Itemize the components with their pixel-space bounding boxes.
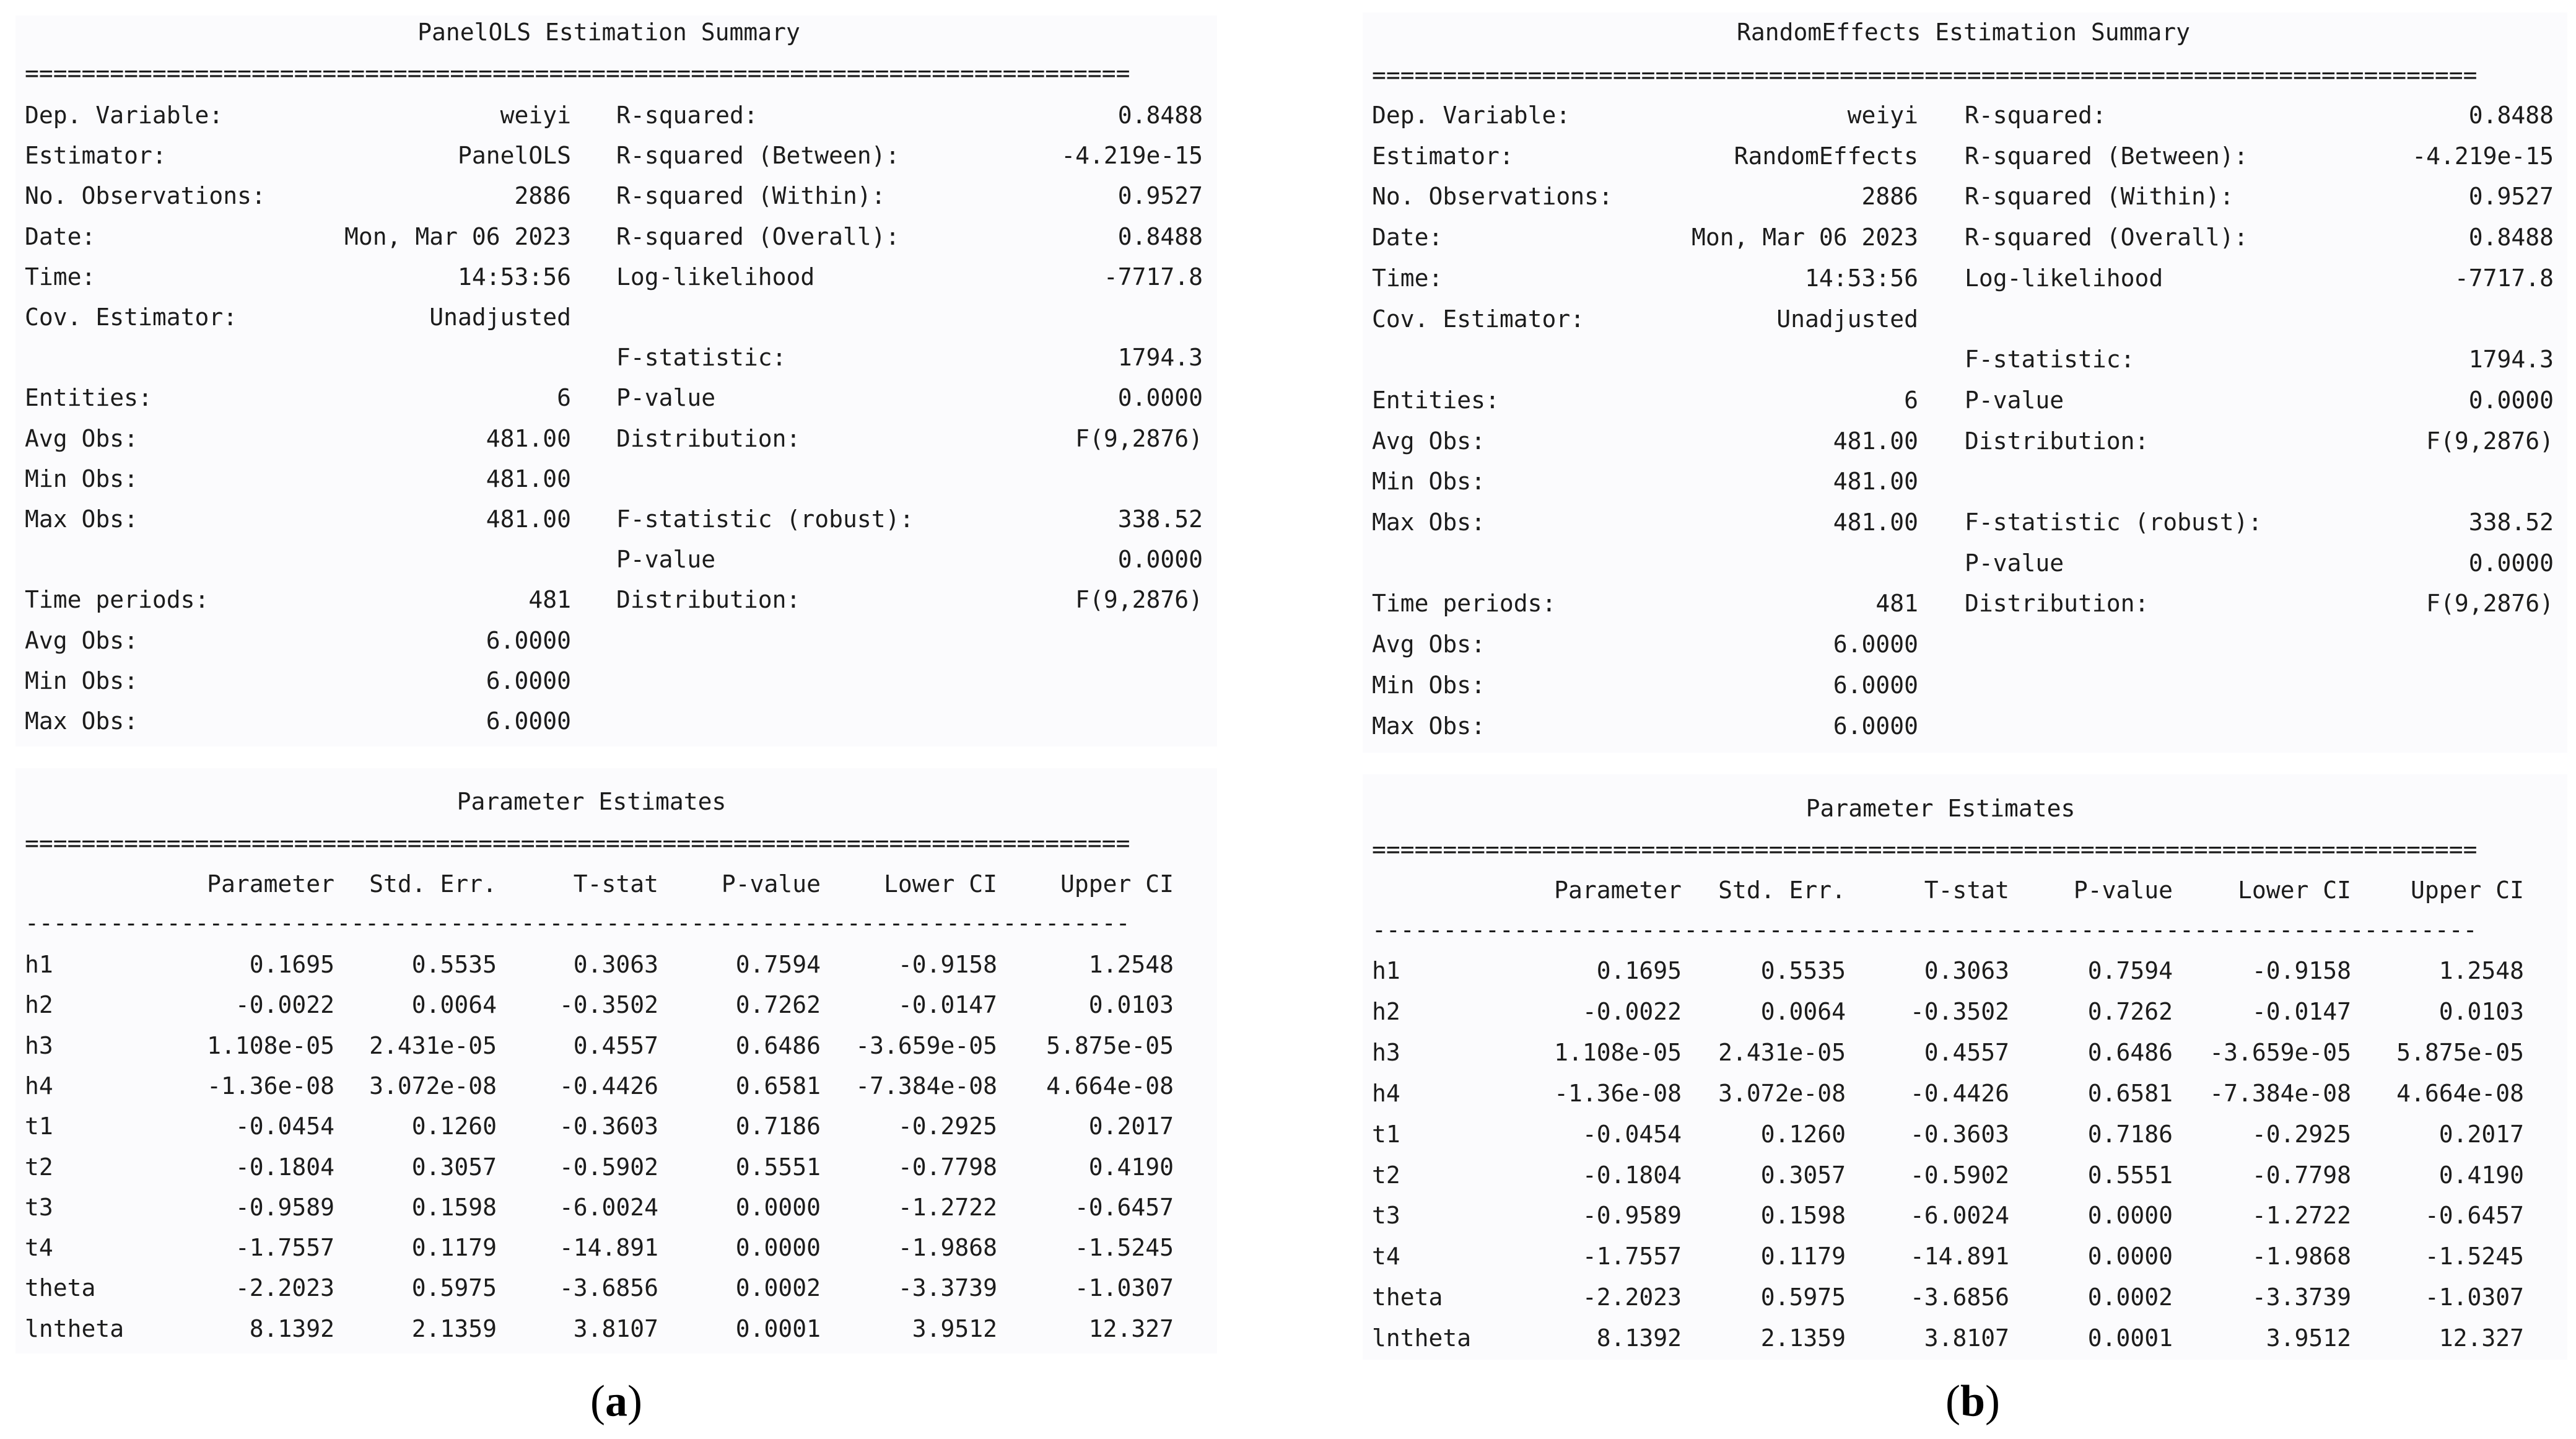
panel-b-params-background xyxy=(1363,774,2567,1360)
param-dash-rule: ------------------------------------------------------------------------------ xyxy=(1372,918,2478,942)
summary-value: 6 xyxy=(1904,386,1918,414)
summary-label: Avg Obs: xyxy=(25,424,139,452)
statistic-value: -4.219e-15 xyxy=(1061,142,1203,170)
summary-value: 6.0000 xyxy=(1833,671,1918,699)
table-cell: -0.9158 xyxy=(897,951,997,978)
table-cell: 0.0000 xyxy=(2087,1202,2173,1230)
parameter-name: t1 xyxy=(25,1113,53,1140)
equals-rule: ============================================================================== xyxy=(1372,63,2478,87)
parameter-name: t2 xyxy=(1372,1161,1400,1189)
statistic-label: F-statistic (robust): xyxy=(1965,509,2263,536)
summary-label: Min Obs: xyxy=(25,465,139,492)
statistic-label: R-squared: xyxy=(616,102,758,129)
summary-label: Avg Obs: xyxy=(1372,631,1486,658)
table-cell: 3.072e-08 xyxy=(369,1072,497,1100)
statistic-value: 338.52 xyxy=(2468,509,2554,536)
table-cell: 0.2017 xyxy=(1088,1113,1174,1140)
panel-a-params-background xyxy=(15,768,1217,1354)
summary-value: 6 xyxy=(557,384,571,412)
summary-value: RandomEffects xyxy=(1734,142,1918,170)
parameter-name: h1 xyxy=(25,951,53,978)
parameter-name: t3 xyxy=(25,1193,53,1221)
statistic-label: Distribution: xyxy=(616,424,801,452)
table-cell: -1.7557 xyxy=(1582,1243,1682,1271)
statistic-value: 0.9527 xyxy=(2468,183,2554,211)
statistic-value: 0.8488 xyxy=(1117,102,1203,129)
summary-label: Date: xyxy=(1372,224,1443,251)
table-cell: 0.7594 xyxy=(2087,957,2173,984)
statistic-value: 0.8488 xyxy=(2468,102,2554,129)
table-cell: -2.2023 xyxy=(1582,1284,1682,1311)
table-cell: 3.8107 xyxy=(573,1314,658,1342)
table-cell: -0.4426 xyxy=(559,1072,658,1100)
parameter-name: h4 xyxy=(25,1072,53,1100)
table-cell: -0.9589 xyxy=(235,1193,334,1221)
summary-title: RandomEffects Estimation Summary xyxy=(1736,19,2191,46)
table-cell: 0.7262 xyxy=(2087,997,2173,1025)
statistic-value: F(9,2876) xyxy=(1075,424,1203,452)
table-cell: -0.6457 xyxy=(1074,1193,1174,1221)
column-header: P-value xyxy=(721,870,821,898)
table-cell: -0.9158 xyxy=(2251,957,2351,984)
statistic-label: R-squared: xyxy=(1965,102,2107,129)
summary-value: 6.0000 xyxy=(1833,712,1918,740)
table-cell: 0.5551 xyxy=(735,1153,821,1181)
summary-label: Dep. Variable: xyxy=(1372,102,1571,129)
table-cell: -3.3739 xyxy=(2251,1284,2351,1311)
table-cell: 0.1260 xyxy=(411,1113,497,1140)
parameter-name: h4 xyxy=(1372,1079,1400,1107)
table-cell: -0.3603 xyxy=(1910,1120,2009,1148)
statistic-value: 0.8488 xyxy=(1117,222,1203,250)
table-cell: 0.5535 xyxy=(1760,957,1846,984)
table-cell: -3.659e-05 xyxy=(855,1031,997,1059)
table-cell: 3.9512 xyxy=(2266,1324,2351,1352)
summary-label: Min Obs: xyxy=(25,667,139,694)
table-cell: 0.4557 xyxy=(573,1031,658,1059)
parameter-estimates-title: Parameter Estimates xyxy=(456,788,727,815)
table-cell: -0.0454 xyxy=(235,1113,334,1140)
statistic-value: 0.0000 xyxy=(1117,546,1203,574)
caption-b: (b) xyxy=(1945,1376,2001,1426)
table-cell: -0.7798 xyxy=(897,1153,997,1181)
statistic-value: F(9,2876) xyxy=(2426,427,2554,455)
table-cell: -1.2722 xyxy=(2251,1202,2351,1230)
table-cell: 2.1359 xyxy=(1760,1324,1846,1352)
summary-label: Avg Obs: xyxy=(1372,427,1486,455)
table-cell: 0.6486 xyxy=(2087,1038,2173,1066)
table-cell: 0.4190 xyxy=(2438,1161,2524,1189)
table-cell: -14.891 xyxy=(559,1234,658,1262)
table-cell: -0.3502 xyxy=(559,991,658,1019)
table-cell: 0.0001 xyxy=(735,1314,821,1342)
table-cell: -0.0147 xyxy=(2251,997,2351,1025)
table-cell: -2.2023 xyxy=(235,1274,334,1302)
table-cell: 2.431e-05 xyxy=(369,1031,497,1059)
parameter-name: lntheta xyxy=(1372,1324,1472,1352)
summary-value: weiyi xyxy=(500,102,571,129)
table-cell: -1.9868 xyxy=(897,1234,997,1262)
statistic-value: 1794.3 xyxy=(2468,346,2554,374)
table-cell: -0.9589 xyxy=(1582,1202,1682,1230)
column-header: T-stat xyxy=(1924,877,2009,904)
table-cell: 0.3063 xyxy=(573,951,658,978)
statistic-label: R-squared (Between): xyxy=(1965,142,2248,170)
table-cell: -6.0024 xyxy=(559,1193,658,1221)
statistic-value: 0.0000 xyxy=(1117,384,1203,412)
statistic-label: F-statistic: xyxy=(616,344,787,372)
parameter-name: theta xyxy=(25,1274,96,1302)
summary-value: 6.0000 xyxy=(486,707,571,735)
summary-value: Mon, Mar 06 2023 xyxy=(1691,224,1918,251)
table-cell: -0.0022 xyxy=(1582,997,1682,1025)
statistic-value: 0.8488 xyxy=(2468,224,2554,251)
table-cell: -6.0024 xyxy=(1910,1202,2009,1230)
table-cell: 0.1695 xyxy=(1596,957,1682,984)
table-cell: -1.0307 xyxy=(2424,1284,2524,1311)
table-cell: 0.2017 xyxy=(2438,1120,2524,1148)
summary-label: No. Observations: xyxy=(25,182,266,210)
summary-label: Time periods: xyxy=(1372,590,1557,618)
table-cell: 0.0001 xyxy=(2087,1324,2173,1352)
table-cell: 0.5535 xyxy=(411,951,497,978)
statistic-label: R-squared (Overall): xyxy=(616,222,900,250)
summary-label: Min Obs: xyxy=(1372,468,1486,496)
table-cell: 0.5975 xyxy=(411,1274,497,1302)
summary-value: 14:53:56 xyxy=(457,263,571,291)
caption-a: (a) xyxy=(590,1376,642,1426)
summary-label: Max Obs: xyxy=(25,707,139,735)
summary-label: Entities: xyxy=(1372,386,1500,414)
parameter-name: h3 xyxy=(25,1031,53,1059)
table-cell: -0.4426 xyxy=(1910,1079,2009,1107)
table-cell: 0.1260 xyxy=(1760,1120,1846,1148)
table-cell: -0.6457 xyxy=(2424,1202,2524,1230)
column-header: Upper CI xyxy=(1060,870,1174,898)
table-cell: -14.891 xyxy=(1910,1243,2009,1271)
table-cell: 0.7186 xyxy=(2087,1120,2173,1148)
summary-label: Cov. Estimator: xyxy=(1372,305,1585,333)
summary-value: 481.00 xyxy=(1833,509,1918,536)
statistic-label: P-value xyxy=(616,546,716,574)
statistic-value: -4.219e-15 xyxy=(2412,142,2554,170)
table-cell: 4.664e-08 xyxy=(1046,1072,1174,1100)
table-cell: -0.7798 xyxy=(2251,1161,2351,1189)
summary-label: Dep. Variable: xyxy=(25,102,224,129)
column-header: Lower CI xyxy=(2237,877,2351,904)
parameter-name: h3 xyxy=(1372,1038,1400,1066)
table-cell: 0.1179 xyxy=(411,1234,497,1262)
statistic-value: F(9,2876) xyxy=(2426,590,2554,618)
statistic-label: R-squared (Within): xyxy=(1965,183,2234,211)
summary-value: 14:53:56 xyxy=(1804,264,1918,292)
table-cell: -1.36e-08 xyxy=(207,1072,334,1100)
column-header: Parameter xyxy=(207,870,334,898)
table-cell: 2.1359 xyxy=(411,1314,497,1342)
table-cell: -1.5245 xyxy=(2424,1243,2524,1271)
table-cell: 0.1695 xyxy=(249,951,334,978)
summary-value: weiyi xyxy=(1847,102,1918,129)
statistic-value: 0.0000 xyxy=(2468,549,2554,577)
summary-value: Unadjusted xyxy=(1776,305,1918,333)
statistic-value: 0.9527 xyxy=(1117,182,1203,210)
table-cell: 1.108e-05 xyxy=(1554,1038,1682,1066)
table-cell: 0.0103 xyxy=(1088,991,1174,1019)
table-cell: 0.1598 xyxy=(1760,1202,1846,1230)
parameter-name: h1 xyxy=(1372,957,1400,984)
table-cell: 3.9512 xyxy=(912,1314,997,1342)
table-cell: -0.0022 xyxy=(235,991,334,1019)
statistic-label: F-statistic: xyxy=(1965,346,2135,374)
table-cell: -0.3603 xyxy=(559,1113,658,1140)
statistic-label: P-value xyxy=(1965,386,2064,414)
column-header: Upper CI xyxy=(2410,877,2524,904)
table-cell: -3.6856 xyxy=(1910,1284,2009,1311)
table-cell: 0.1179 xyxy=(1760,1243,1846,1271)
table-cell: -3.3739 xyxy=(897,1274,997,1302)
table-cell: -0.5902 xyxy=(559,1153,658,1181)
table-cell: 1.2548 xyxy=(2438,957,2524,984)
table-cell: -0.0454 xyxy=(1582,1120,1682,1148)
table-cell: 0.0103 xyxy=(2438,997,2524,1025)
summary-value: Unadjusted xyxy=(429,304,571,331)
summary-value: 481.00 xyxy=(1833,468,1918,496)
parameter-name: t3 xyxy=(1372,1202,1400,1230)
statistic-value: -7717.8 xyxy=(2454,264,2554,292)
statistic-label: Distribution: xyxy=(1965,590,2149,618)
summary-label: No. Observations: xyxy=(1372,183,1613,211)
param-equals-rule: ============================================================================== xyxy=(25,831,1130,855)
table-cell: 1.2548 xyxy=(1088,951,1174,978)
summary-label: Estimator: xyxy=(1372,142,1514,170)
column-header: Std. Err. xyxy=(1718,877,1846,904)
table-cell: -0.2925 xyxy=(897,1113,997,1140)
parameter-name: h2 xyxy=(1372,997,1400,1025)
statistic-label: Distribution: xyxy=(616,586,801,614)
summary-value: 481 xyxy=(528,586,571,614)
table-cell: -0.5902 xyxy=(1910,1161,2009,1189)
summary-value: 481.00 xyxy=(1833,427,1918,455)
table-cell: 0.1598 xyxy=(411,1193,497,1221)
table-cell: -0.1804 xyxy=(235,1153,334,1181)
column-header: P-value xyxy=(2073,877,2173,904)
summary-value: 2886 xyxy=(1861,183,1918,211)
column-header: Std. Err. xyxy=(369,870,497,898)
table-cell: -1.9868 xyxy=(2251,1243,2351,1271)
param-equals-rule: ============================================================================== xyxy=(1372,838,2478,861)
statistic-label: R-squared (Within): xyxy=(616,182,886,210)
statistic-value: 1794.3 xyxy=(1117,344,1203,372)
table-cell: 8.1392 xyxy=(1596,1324,1682,1352)
summary-value: 6.0000 xyxy=(1833,631,1918,658)
summary-label: Avg Obs: xyxy=(25,626,139,654)
table-cell: -1.2722 xyxy=(897,1193,997,1221)
table-cell: 0.0002 xyxy=(2087,1284,2173,1311)
statistic-value: 338.52 xyxy=(1117,505,1203,533)
statistic-label: Log-likelihood xyxy=(616,263,815,291)
summary-value: 2886 xyxy=(514,182,571,210)
statistic-label: Distribution: xyxy=(1965,427,2149,455)
equals-rule: ============================================================================== xyxy=(25,61,1130,85)
column-header: Parameter xyxy=(1554,877,1682,904)
table-cell: 0.5975 xyxy=(1760,1284,1846,1311)
parameter-name: t4 xyxy=(25,1234,53,1262)
parameter-name: h2 xyxy=(25,991,53,1019)
statistic-label: F-statistic (robust): xyxy=(616,505,914,533)
summary-value: 481.00 xyxy=(486,424,571,452)
table-cell: 0.3057 xyxy=(411,1153,497,1181)
table-cell: 0.3057 xyxy=(1760,1161,1846,1189)
table-cell: 0.0064 xyxy=(1760,997,1846,1025)
statistic-value: 0.0000 xyxy=(2468,386,2554,414)
parameter-name: t4 xyxy=(1372,1243,1400,1271)
table-cell: 0.0002 xyxy=(735,1274,821,1302)
table-cell: 0.4557 xyxy=(1924,1038,2009,1066)
table-cell: 1.108e-05 xyxy=(207,1031,334,1059)
table-cell: 0.0000 xyxy=(735,1193,821,1221)
param-dash-rule: ------------------------------------------------------------------------------ xyxy=(25,911,1130,935)
table-cell: 0.7262 xyxy=(735,991,821,1019)
table-cell: 2.431e-05 xyxy=(1718,1038,1846,1066)
statistic-value: F(9,2876) xyxy=(1075,586,1203,614)
summary-label: Max Obs: xyxy=(1372,509,1486,536)
summary-label: Min Obs: xyxy=(1372,671,1486,699)
statistic-label: Log-likelihood xyxy=(1965,264,2163,292)
table-cell: -1.5245 xyxy=(1074,1234,1174,1262)
table-cell: -0.3502 xyxy=(1910,997,2009,1025)
table-cell: 0.0000 xyxy=(2087,1243,2173,1271)
table-cell: 4.664e-08 xyxy=(2396,1079,2524,1107)
column-header: Lower CI xyxy=(883,870,997,898)
table-cell: 0.3063 xyxy=(1924,957,2009,984)
summary-value: PanelOLS xyxy=(457,142,571,170)
table-cell: 0.5551 xyxy=(2087,1161,2173,1189)
table-cell: 0.7186 xyxy=(735,1113,821,1140)
summary-label: Max Obs: xyxy=(1372,712,1486,740)
table-cell: 0.6581 xyxy=(735,1072,821,1100)
table-cell: 5.875e-05 xyxy=(2396,1038,2524,1066)
parameter-name: lntheta xyxy=(25,1314,124,1342)
table-cell: 0.6581 xyxy=(2087,1079,2173,1107)
statistic-label: R-squared (Between): xyxy=(616,142,900,170)
table-cell: -1.36e-08 xyxy=(1554,1079,1682,1107)
table-cell: 0.0064 xyxy=(411,991,497,1019)
statistic-label: R-squared (Overall): xyxy=(1965,224,2248,251)
table-cell: -0.0147 xyxy=(897,991,997,1019)
table-cell: -0.1804 xyxy=(1582,1161,1682,1189)
table-cell: 12.327 xyxy=(1088,1314,1174,1342)
statistic-label: P-value xyxy=(616,384,716,412)
summary-value: 6.0000 xyxy=(486,667,571,694)
table-cell: -3.659e-05 xyxy=(2209,1038,2351,1066)
parameter-name: theta xyxy=(1372,1284,1443,1311)
summary-label: Cov. Estimator: xyxy=(25,304,238,331)
summary-value: 481 xyxy=(1875,590,1918,618)
summary-label: Date: xyxy=(25,222,96,250)
summary-label: Time: xyxy=(1372,264,1443,292)
summary-label: Max Obs: xyxy=(25,505,139,533)
table-cell: 3.072e-08 xyxy=(1718,1079,1846,1107)
statistic-value: -7717.8 xyxy=(1103,263,1203,291)
parameter-name: t2 xyxy=(25,1153,53,1181)
table-cell: 0.6486 xyxy=(735,1031,821,1059)
parameter-name: t1 xyxy=(1372,1120,1400,1148)
table-cell: 0.7594 xyxy=(735,951,821,978)
summary-label: Entities: xyxy=(25,384,152,412)
table-cell: 8.1392 xyxy=(249,1314,334,1342)
table-cell: -7.384e-08 xyxy=(855,1072,997,1100)
table-cell: -1.7557 xyxy=(235,1234,334,1262)
table-cell: -0.2925 xyxy=(2251,1120,2351,1148)
table-cell: -3.6856 xyxy=(559,1274,658,1302)
summary-label: Time periods: xyxy=(25,586,209,614)
summary-value: 6.0000 xyxy=(486,626,571,654)
table-cell: -1.0307 xyxy=(1074,1274,1174,1302)
table-cell: 5.875e-05 xyxy=(1046,1031,1174,1059)
table-cell: 0.0000 xyxy=(735,1234,821,1262)
table-cell: 12.327 xyxy=(2438,1324,2524,1352)
table-cell: -7.384e-08 xyxy=(2209,1079,2351,1107)
table-cell: 0.4190 xyxy=(1088,1153,1174,1181)
summary-label: Estimator: xyxy=(25,142,167,170)
parameter-estimates-title: Parameter Estimates xyxy=(1805,795,2076,822)
statistic-label: P-value xyxy=(1965,549,2064,577)
summary-value: Mon, Mar 06 2023 xyxy=(344,222,571,250)
column-header: T-stat xyxy=(573,870,658,898)
table-cell: 3.8107 xyxy=(1924,1324,2009,1352)
summary-value: 481.00 xyxy=(486,465,571,492)
summary-title: PanelOLS Estimation Summary xyxy=(417,19,800,46)
summary-value: 481.00 xyxy=(486,505,571,533)
summary-label: Time: xyxy=(25,263,96,291)
